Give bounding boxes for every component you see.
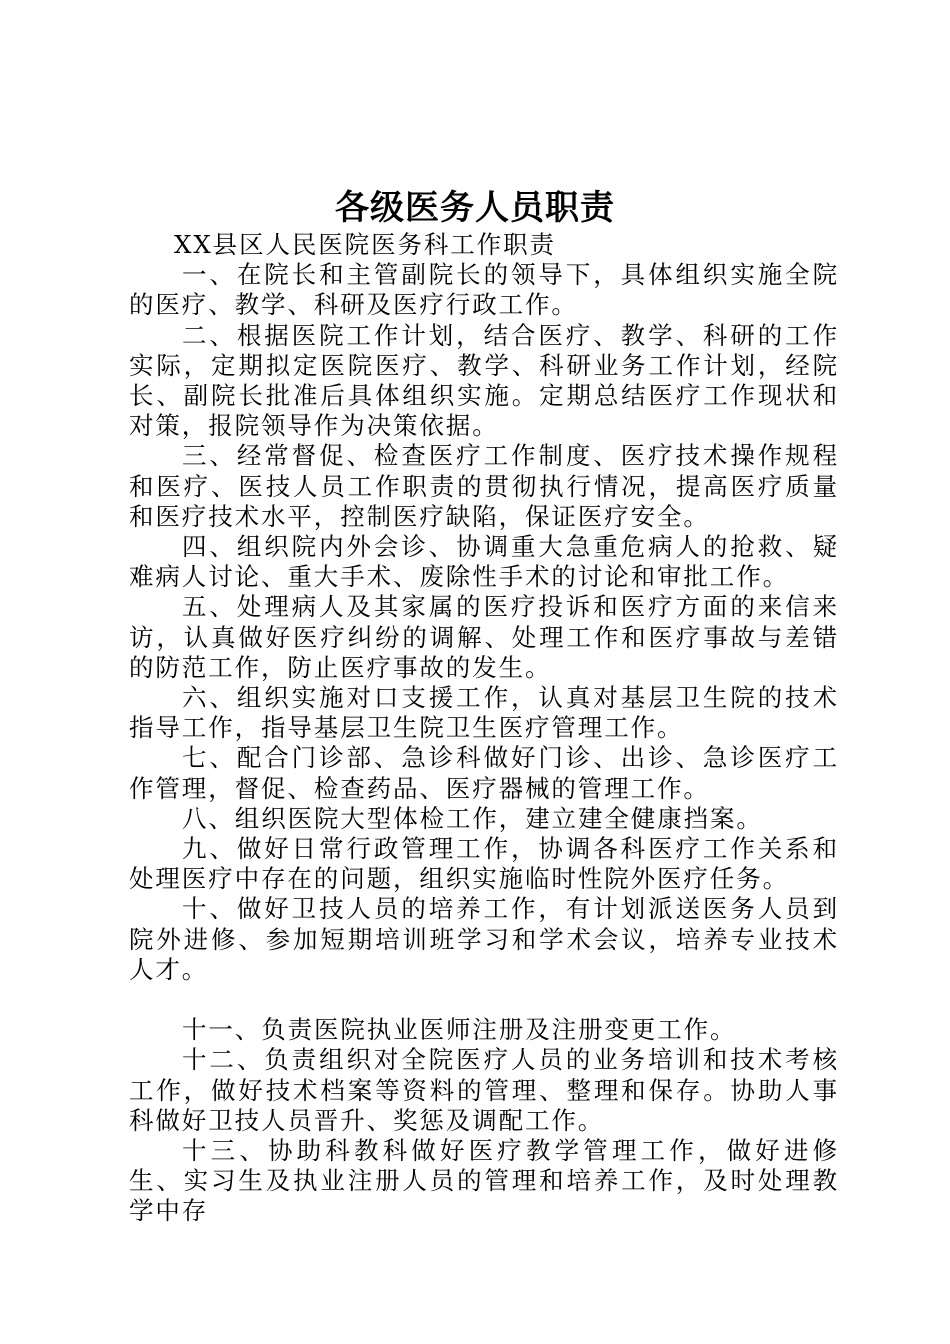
paragraph-4: 四、组织院内外会诊、协调重大急重危病人的抢救、疑难病人讨论、重大手术、废除性手术的讨论和审批工作。 [129, 532, 839, 592]
blank-line [129, 985, 839, 1015]
paragraph-6: 六、组织实施对口支援工作，认真对基层卫生院的技术指导工作，指导基层卫生院卫生医疗管理工作。 [129, 683, 839, 743]
section-subtitle: XX县区人民医院医务科工作职责 [174, 230, 556, 259]
paragraph-12: 十二、负责组织对全院医疗人员的业务培训和技术考核工作，做好技术档案等资料的管理、整理和保存。协助人事科做好卫技人员晋升、奖惩及调配工作。 [129, 1045, 839, 1135]
paragraph-10: 十、做好卫技人员的培养工作，有计划派送医务人员到院外进修、参加短期培训班学习和学术会议，培养专业技术人才。 [129, 894, 839, 984]
document-title: 各级医务人员职责 [335, 188, 615, 228]
paragraph-9: 九、做好日常行政管理工作，协调各科医疗工作关系和处理医疗中存在的问题，组织实施临时性院外医疗任务。 [129, 834, 839, 894]
paragraph-7: 七、配合门诊部、急诊科做好门诊、出诊、急诊医疗工作管理，督促、检查药品、医疗器械的管理工作。 [129, 743, 839, 803]
paragraph-1: 一、在院长和主管副院长的领导下，具体组织实施全院的医疗、教学、科研及医疗行政工作。 [129, 260, 839, 320]
paragraph-5: 五、处理病人及其家属的医疗投诉和医疗方面的来信来访，认真做好医疗纠纷的调解、处理工作和医疗事故与差错的防范工作，防止医疗事故的发生。 [129, 592, 839, 682]
paragraph-11: 十一、负责医院执业医师注册及注册变更工作。 [182, 1015, 737, 1045]
paragraph-8: 八、组织医院大型体检工作，建立建全健康挡案。 [182, 803, 763, 833]
document-body [129, 230, 839, 1227]
paragraph-2: 二、根据医院工作计划，结合医疗、教学、科研的工作实际，定期拟定医院医疗、教学、科研业务工作计划，经院长、副院长批准后具体组织实施。定期总结医疗工作现状和对策，报院领导作为决策依据。 [129, 320, 839, 441]
paragraph-3: 三、经常督促、检查医疗工作制度、医疗技术操作规程和医疗、医技人员工作职责的贯彻执行情况，提高医疗质量和医疗技术水平，控制医疗缺陷，保证医疗安全。 [129, 441, 839, 531]
paragraph-13: 十三、协助科教科做好医疗教学管理工作，做好进修生、实习生及执业注册人员的管理和培养工作，及时处理教学中存 [129, 1136, 839, 1226]
